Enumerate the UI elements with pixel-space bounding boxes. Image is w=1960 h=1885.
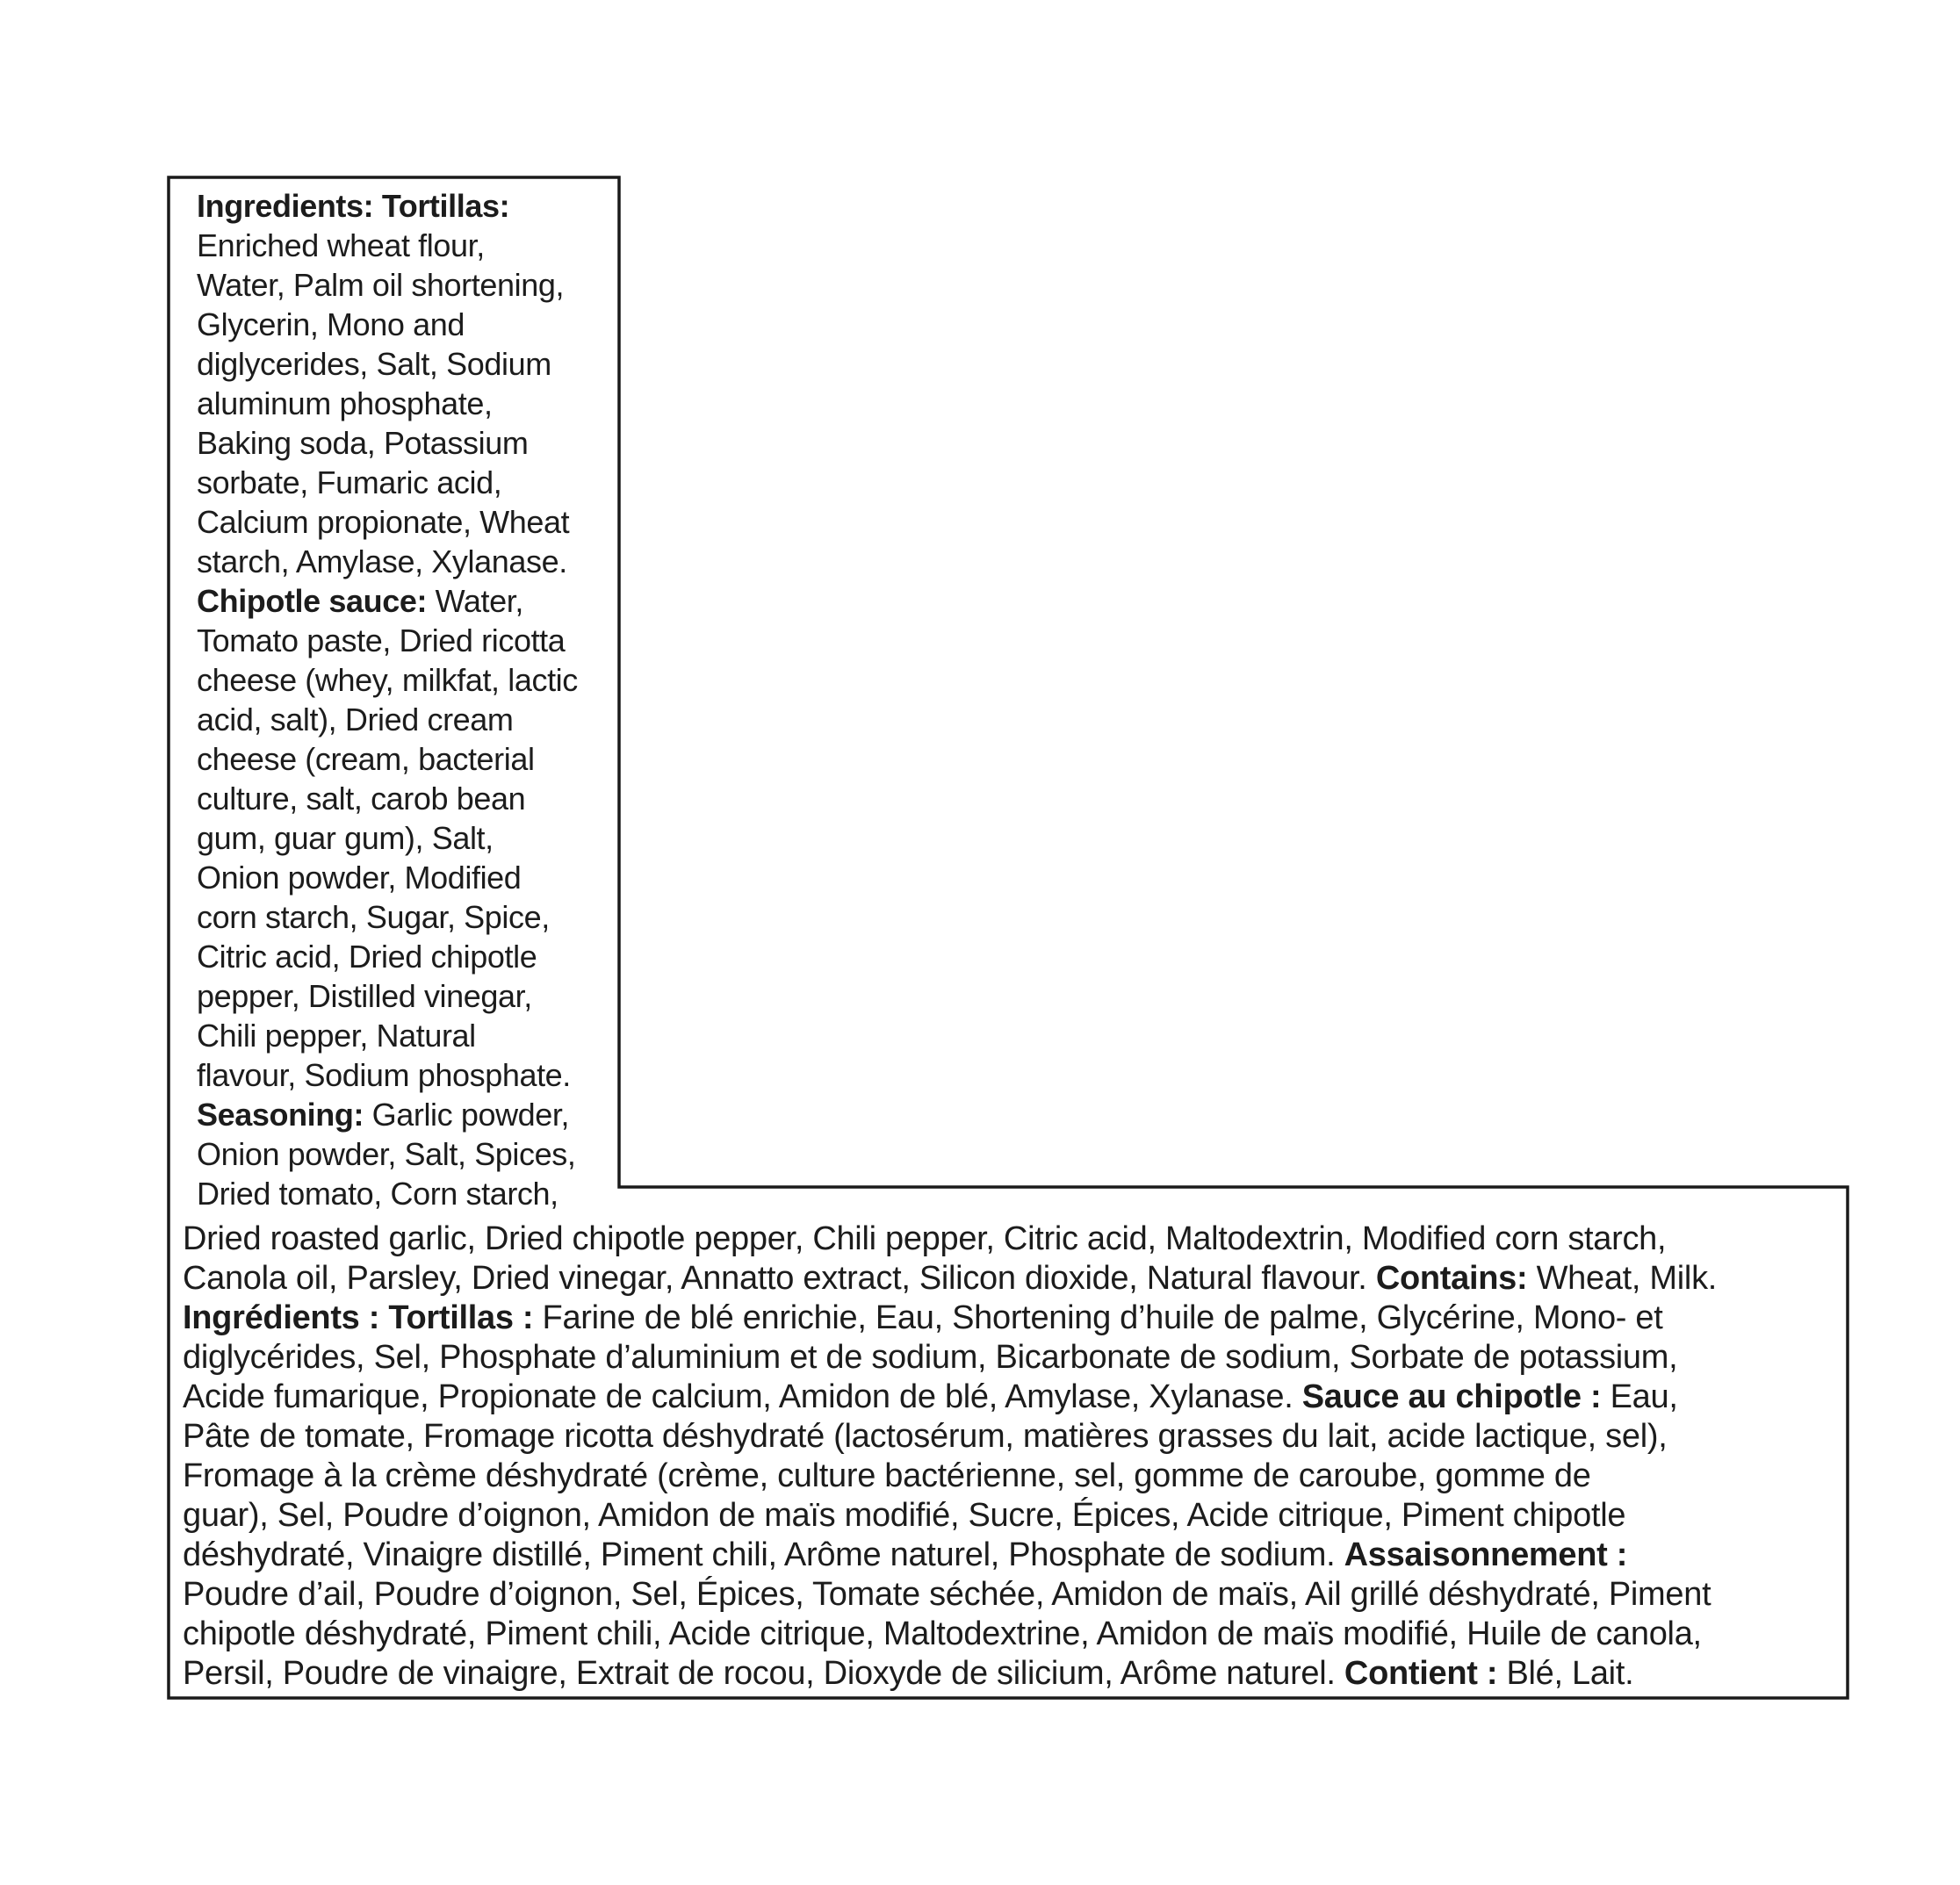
- ingredients-text: diglycerides, Salt, Sodium: [197, 346, 551, 382]
- ingredients-text: culture, salt, carob bean: [197, 781, 526, 817]
- ingredients-line: [197, 186, 618, 226]
- ingredients-line: [197, 621, 618, 660]
- ingredients-text: Fromage à la crème déshydraté (crème, culture bactérienne, sel, gomme de caroube, gomme de: [183, 1457, 1591, 1494]
- ingredients-text: Farine de blé enrichie, Eau, Shortening d’huile de palme, Glycérine, Mono- et: [533, 1299, 1663, 1336]
- ingredients-line: [183, 1219, 1851, 1259]
- ingredients-heading-text: Seasoning:: [197, 1097, 364, 1133]
- ingredients-line: [197, 818, 618, 858]
- ingredients-line: [183, 1496, 1851, 1536]
- ingredients-line: [183, 1575, 1851, 1615]
- ingredients-text: Glycerin, Mono and: [197, 306, 465, 342]
- ingredients-line: [197, 1095, 618, 1134]
- ingredients-heading-text: Chipotle sauce:: [197, 583, 428, 619]
- ingredients-line: [197, 384, 618, 423]
- ingredients-line: [197, 897, 618, 937]
- ingredients-heading-text: Contient :: [1344, 1655, 1498, 1692]
- ingredients-text: Acide fumarique, Propionate de calcium, Amidon de blé, Amylase, Xylanase.: [183, 1378, 1302, 1415]
- ingredients-line: [183, 1378, 1851, 1417]
- ingredients-text: Baking soda, Potassium: [197, 425, 529, 461]
- ingredients-line: [197, 779, 618, 818]
- bilingual-ingredients-block: [183, 1219, 1851, 1694]
- ingredients-line: [197, 226, 618, 265]
- ingredients-text: cheese (cream, bacterial: [197, 741, 535, 777]
- ingredients-line: [183, 1259, 1851, 1299]
- ingredients-text: aluminum phosphate,: [197, 385, 493, 421]
- ingredients-text: Water,: [427, 583, 523, 619]
- ingredients-text: acid, salt), Dried cream: [197, 701, 514, 737]
- ingredients-line: [197, 700, 618, 739]
- ingredients-line: [197, 502, 618, 542]
- ingredients-line: [197, 542, 618, 581]
- ingredients-text: Garlic powder,: [364, 1097, 570, 1133]
- ingredients-text: guar), Sel, Poudre d’oignon, Amidon de maïs modifié, Sucre, Épices, Acide citrique, Piment chipotle: [183, 1497, 1626, 1534]
- ingredients-text: Pâte de tomate, Fromage ricotta déshydraté (lactosérum, matières grasses du lait, acide lactique, sel),: [183, 1418, 1668, 1455]
- ingredients-text: déshydraté, Vinaigre distillé, Piment chili, Arôme naturel, Phosphate de sodium.: [183, 1536, 1344, 1573]
- ingredients-line: [183, 1417, 1851, 1457]
- ingredients-line: [197, 423, 618, 463]
- ingredients-text: gum, guar gum), Salt,: [197, 820, 494, 856]
- ingredients-text: Enriched wheat flour,: [197, 227, 485, 263]
- ingredients-text: Onion powder, Salt, Spices,: [197, 1136, 576, 1172]
- ingredients-text: Eau,: [1601, 1378, 1678, 1415]
- ingredients-text: pepper, Distilled vinegar,: [197, 978, 532, 1014]
- ingredients-line: [183, 1338, 1851, 1378]
- ingredients-line: [197, 305, 618, 344]
- ingredients-text: Chili pepper, Natural: [197, 1018, 476, 1054]
- ingredients-line: [197, 1016, 618, 1055]
- ingredients-text: diglycérides, Sel, Phosphate d’aluminium et de sodium, Bicarbonate de sodium, Sorbate de potassium,: [183, 1339, 1678, 1376]
- ingredients-text: starch, Amylase, Xylanase.: [197, 543, 567, 579]
- ingredients-text: Dried roasted garlic, Dried chipotle pepper, Chili pepper, Citric acid, Maltodextrin, Modified corn starch,: [183, 1220, 1667, 1257]
- ingredients-line: [197, 463, 618, 502]
- ingredients-text: corn starch, Sugar, Spice,: [197, 899, 550, 935]
- ingredients-text: Blé, Lait.: [1497, 1655, 1634, 1692]
- ingredients-line: [197, 581, 618, 621]
- english-ingredients-column: [197, 186, 618, 1213]
- ingredients-text: Wheat, Milk.: [1527, 1260, 1718, 1297]
- ingredients-line: [197, 265, 618, 305]
- ingredients-line: [197, 344, 618, 384]
- ingredients-text: Dried tomato, Corn starch,: [197, 1176, 558, 1212]
- ingredients-text: Tomato paste, Dried ricotta: [197, 622, 566, 658]
- ingredients-text: sorbate, Fumaric acid,: [197, 464, 502, 500]
- ingredients-line: [183, 1654, 1851, 1694]
- ingredients-line: [197, 1055, 618, 1095]
- ingredients-text: Persil, Poudre de vinaigre, Extrait de rocou, Dioxyde de silicium, Arôme naturel.: [183, 1655, 1344, 1692]
- ingredients-line: [197, 739, 618, 779]
- ingredients-text: Canola oil, Parsley, Dried vinegar, Annatto extract, Silicon dioxide, Natural flavour.: [183, 1260, 1376, 1297]
- ingredients-line: [197, 858, 618, 897]
- ingredients-text: Poudre d’ail, Poudre d’oignon, Sel, Épices, Tomate séchée, Amidon de maïs, Ail grillé déshydraté, Piment: [183, 1576, 1711, 1613]
- ingredients-text: flavour, Sodium phosphate.: [197, 1057, 571, 1093]
- ingredients-line: [197, 1134, 618, 1174]
- ingredients-heading-text: Assaisonnement :: [1344, 1536, 1628, 1573]
- ingredients-text: cheese (whey, milkfat, lactic: [197, 662, 578, 698]
- ingredients-line: [183, 1457, 1851, 1496]
- ingredients-text: Water, Palm oil shortening,: [197, 267, 565, 303]
- ingredients-text: Onion powder, Modified: [197, 860, 522, 896]
- ingredients-text: Calcium propionate, Wheat: [197, 504, 570, 540]
- ingredients-line: [183, 1615, 1851, 1654]
- ingredients-heading-text: Contains:: [1375, 1260, 1528, 1297]
- ingredients-text: chipotle déshydraté, Piment chili, Acide citrique, Maltodextrine, Amidon de maïs modifié, Huile de canola,: [183, 1615, 1702, 1652]
- ingredients-heading-text: Ingredients: Tortillas:: [197, 188, 510, 224]
- ingredients-line: [197, 1174, 618, 1213]
- ingredients-line: [183, 1299, 1851, 1338]
- ingredients-heading-text: Sauce au chipotle :: [1301, 1378, 1602, 1415]
- ingredients-line: [197, 976, 618, 1016]
- ingredients-heading-text: Ingrédients : Tortillas :: [183, 1299, 534, 1336]
- ingredients-line: [197, 660, 618, 700]
- ingredients-line: [183, 1536, 1851, 1575]
- ingredients-line: [197, 937, 618, 976]
- ingredients-text: Citric acid, Dried chipotle: [197, 939, 537, 975]
